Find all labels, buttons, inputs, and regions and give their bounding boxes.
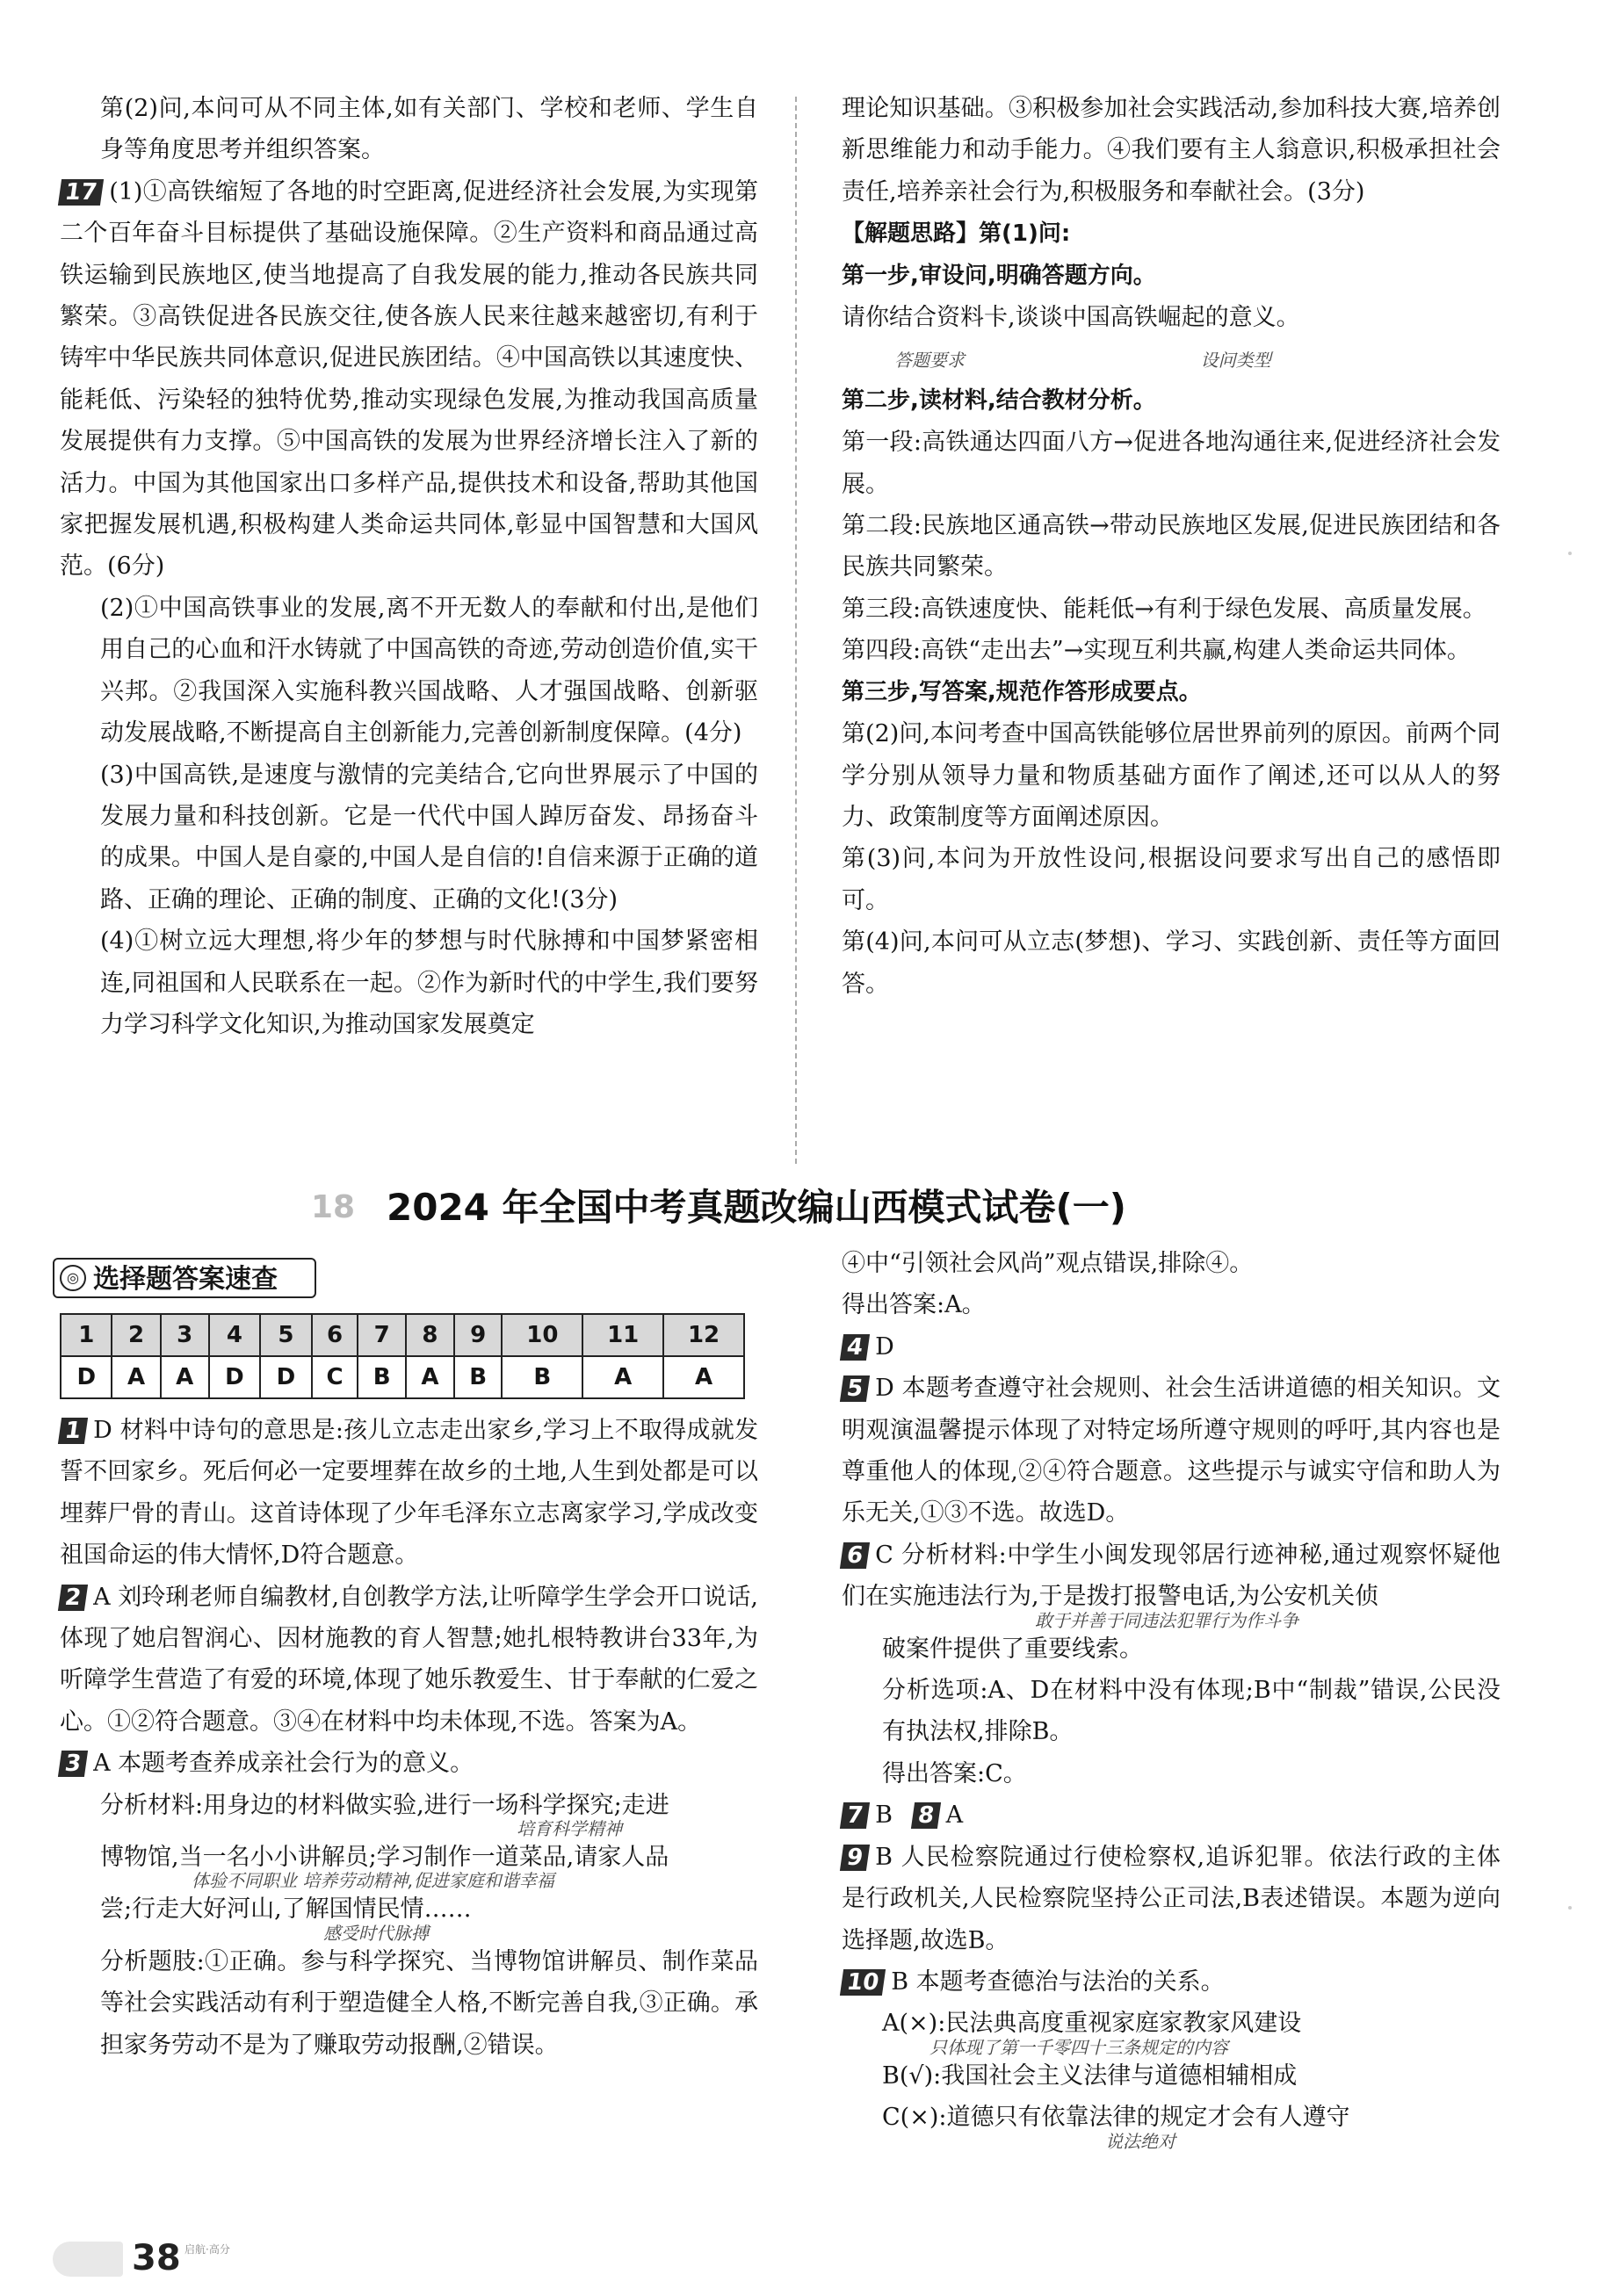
answer-table-cell: 8 xyxy=(406,1314,454,1356)
answer-table-cell: A xyxy=(112,1356,160,1398)
page-number: 38 xyxy=(132,2238,181,2278)
top-left-column xyxy=(60,88,758,1045)
q3-material-b: 博物馆,当一名小小讲解员;学习制作一道菜品,请家人品 xyxy=(100,1844,669,1872)
scan-mark xyxy=(1568,552,1572,555)
answer-table-cell: B xyxy=(358,1356,405,1398)
scan-mark xyxy=(1568,1906,1572,1910)
q10-explanation xyxy=(842,1961,1501,2003)
step-3: 第三步,写答案,规范作答形成要点。 xyxy=(842,678,1202,705)
q5-text: D 本题考查遵守社会规则、社会生活讲道德的相关知识。文明观演温馨提示体现了对特定场所遵守规则的呼吁,其内容也是尊重他人的体现,②④符合题意。这些提示与诚实守信和助人为乐无关,①③不选。故选D。 xyxy=(842,1375,1501,1527)
answer-table-cell: 7 xyxy=(358,1314,405,1356)
q3-material-c: 尝;行走大好河山,了解国情民情…… xyxy=(100,1895,472,1924)
q6-options: 分析选项:A、D在材料中没有体现;B中“制裁”错误,公民没有执法权,排除B。 xyxy=(882,1677,1501,1746)
step-1: 第一步,审设问,明确答题方向。 xyxy=(842,262,1156,289)
solution-approach-label: 【解题思路】第(1)问: xyxy=(842,220,1071,248)
q17-part4-continued: 理论知识基础。③积极参加社会实践活动,参加科技大赛,培养创新思维能力和动手能力。④我们要有主人翁意识,积极承担社会责任,培养亲社会行为,积极服务和奉献社会。(3分) xyxy=(842,95,1501,206)
answer-table-numbers xyxy=(61,1314,744,1356)
exam-title-text: 2024 年全国中考真题改编山西模式试卷(一) xyxy=(387,1186,1126,1229)
question-number-2: 2 xyxy=(58,1585,88,1611)
answer-table-cell: 2 xyxy=(112,1314,160,1356)
segment-1: 第一段:高铁通达四面八方→促进各地沟通往来,促进经济社会发展。 xyxy=(842,429,1501,498)
q6-text-continued: 破案件提供了重要线索。 xyxy=(882,1635,1143,1663)
q5-explanation xyxy=(842,1368,1501,1534)
answer-table-cell: D xyxy=(209,1356,260,1398)
q1-text: D 材料中诗句的意思是:孩儿立志走出家乡,学习上不取得成就发誓不回家乡。死后何必一定要埋葬在故乡的土地,人生到处都是可以埋葬尸骨的青山。这首诗体现了少年毛泽东立志离家学习,学成改变祖国命运的伟大情怀,D符合题意。 xyxy=(60,1417,758,1570)
answer-table-cell: D xyxy=(260,1356,311,1398)
question-number-17: 17 xyxy=(58,179,104,206)
segment-4: 第四段:高铁“走出去”→实现互利共赢,构建人类命运共同体。 xyxy=(842,637,1471,665)
answer-table-answers xyxy=(61,1356,744,1398)
q6-explanation xyxy=(842,1534,1501,1618)
q17-part2-analysis: 第(2)问,本问考查中国高铁能够位居世界前列的原因。前两个同学分别从领导力量和物质基础方面作了阐述,还可以从人的努力、政策制度等方面阐述原因。 xyxy=(842,720,1501,831)
q6-note: 敢于并善于同违法犯罪行为作斗争 xyxy=(1035,1609,1298,1631)
column-divider xyxy=(795,97,797,1164)
q9-text: B 人民检察院通过行使检察权,追诉犯罪。依法行政的主体是行政机关,人民检察院坚持公正司法,B表述错误。本题为逆向选择题,故选B。 xyxy=(842,1843,1501,1954)
answer-table-cell: 3 xyxy=(161,1314,209,1356)
answer-table-cell: 5 xyxy=(260,1314,311,1356)
answer-table-cell: A xyxy=(406,1356,454,1398)
mascot-icon xyxy=(53,2242,123,2277)
q9-explanation xyxy=(842,1837,1501,1961)
q3-text: A 本题考查养成亲社会行为的意义。 xyxy=(93,1750,474,1778)
q17-part4: (4)①树立远大理想,将少年的梦想与时代脉搏和中国梦紧密相连,同祖国和人民联系在一起。②作为新时代的中学生,我们要努力学习科学文化知识,为推动国家发展奠定 xyxy=(100,928,758,1038)
q17-part1 xyxy=(60,171,758,588)
q17-part2: (2)①中国高铁事业的发展,离不开无数人的奉献和付出,是他们用自己的心血和汗水铸就了中国高铁的奇迹,劳动创造价值,实干兴邦。②我国深入实施科教兴国战略、人才强国战略、创新驱动发展战略,不断提高自主创新能力,完善创新制度保障。(4分) xyxy=(100,594,758,747)
top-right-column xyxy=(842,88,1501,1005)
q17-part4-analysis: 第(4)问,本问可从立志(梦想)、学习、实践创新、责任等方面回答。 xyxy=(842,928,1501,998)
q3-explanation xyxy=(60,1743,758,1784)
step-2: 第二步,读材料,结合教材分析。 xyxy=(842,386,1156,414)
solution-approach-head xyxy=(842,213,1501,255)
answer-quick-check-header xyxy=(53,1258,316,1298)
question-number-6: 6 xyxy=(840,1542,870,1569)
q7-q8-answers xyxy=(842,1794,1501,1836)
question-number-8: 8 xyxy=(910,1802,940,1829)
q3-note-3: 感受时代脉搏 xyxy=(323,1922,429,1944)
q1-explanation xyxy=(60,1410,758,1577)
q3-end: ④中“引领社会风尚”观点错误,排除④。 xyxy=(842,1250,1254,1277)
question-number-7: 7 xyxy=(840,1802,870,1829)
exam-number: 18 xyxy=(311,1189,356,1225)
answer-table-cell: 1 xyxy=(61,1314,112,1356)
q17-part3: (3)中国高铁,是速度与激情的完美结合,它向世界展示了中国的发展力量和科技创新。它是一代代中国人踔厉奋发、昂扬奋斗的成果。中国人是自豪的,中国人是自信的!自信来源于正确的道路、正确的理论、正确的制度、正确的文化!(3分) xyxy=(100,761,758,913)
q10-option-a-note: 只体现了第一千零四十三条规定的内容 xyxy=(929,2036,1228,2058)
answer-table-cell: A xyxy=(161,1356,209,1398)
step-1-note-question-type: 设问类型 xyxy=(1200,350,1271,372)
footer-tag: 启航·高分 xyxy=(184,2243,230,2256)
answer-table-cell: A xyxy=(663,1356,744,1398)
q6-text: C 分析材料:中学生小闽发现邻居行迹神秘,通过观察怀疑他们在实施违法行为,于是拨打报警电话,为公安机关侦 xyxy=(842,1541,1501,1611)
q6-answer: 得出答案:C。 xyxy=(882,1759,1027,1787)
question-number-3: 3 xyxy=(58,1751,88,1777)
q17-part1-text: (1)①高铁缩短了各地的时空距离,促进经济社会发展,为实现第二个百年奋斗目标提供了基础设施保障。②生产资料和商品通过高铁运输到民族地区,使当地提高了自我发展的能力,推动各民族共同繁荣。③高铁促进各民族交往,使各族人民来往越来越密切,有利于铸牢中华民族共同体意识,促进民族团结。④中国高铁以其速度快、能耗低、污染轻的独特优势,推动实现绿色发展,为推动我国高质量发展提供有力支撑。⑤中国高铁的发展为世界经济增长注入了新的活力。中国为其他国家出口多样产品,提供技术和设备,帮助其他国家把握发展机遇,积极构建人类命运共同体,彰显中国智慧和大国风范。(6分) xyxy=(60,177,758,581)
q10-text: B 本题考查德治与法治的关系。 xyxy=(891,1967,1225,1996)
bottom-right-column xyxy=(842,1243,1501,2152)
exam-title xyxy=(311,1181,1371,1234)
q10-option-a: A(×):民法典高度重视家庭家教家风建设 xyxy=(882,2010,1302,2038)
q4-explanation xyxy=(842,1326,1501,1368)
answer-table-cell: B xyxy=(454,1356,502,1398)
q7-text: B xyxy=(875,1801,893,1830)
question-number-1: 1 xyxy=(58,1418,88,1444)
q3-material-a: 分析材料:用身边的材料做实验,进行一场科学探究;走进 xyxy=(100,1791,669,1819)
segment-2: 第二段:民族地区通高铁→带动民族地区发展,促进民族团结和各民族共同繁荣。 xyxy=(842,512,1501,581)
q3-options: 分析题肢:①正确。参与科学探究、当博物馆讲解员、制作菜品等社会实践活动有利于塑造健全人格,不断完善自我,③正确。承担家务劳动不是为了赚取劳动报酬,②错误。 xyxy=(100,1947,758,2059)
answer-table-cell: 9 xyxy=(454,1314,502,1356)
q10-option-c: C(×):道德只有依靠法律的规定才会有人遵守 xyxy=(882,2104,1350,2132)
q3-answer: 得出答案:A。 xyxy=(842,1291,986,1319)
answer-table xyxy=(60,1313,745,1399)
q10-option-c-note: 说法绝对 xyxy=(1105,2130,1175,2152)
q3-note-1: 培育科学精神 xyxy=(517,1818,622,1840)
answer-table-cell: 12 xyxy=(663,1314,744,1356)
question-number-5: 5 xyxy=(840,1375,870,1402)
answer-table-cell: 6 xyxy=(312,1314,358,1356)
page-footer xyxy=(53,2238,281,2280)
q4-text: D xyxy=(875,1332,894,1361)
q3-note-2: 体验不同职业 培养劳动精神,促进家庭和谐幸福 xyxy=(192,1870,554,1892)
q17-part3-analysis: 第(3)问,本问为开放性设问,根据设问要求写出自己的感悟即可。 xyxy=(842,845,1501,914)
answer-table-cell: A xyxy=(582,1356,663,1398)
question-number-10: 10 xyxy=(840,1969,886,1996)
bottom-left-column xyxy=(60,1410,758,2066)
answer-table-cell: B xyxy=(502,1356,582,1398)
answer-table-cell: 4 xyxy=(209,1314,260,1356)
q8-text: A xyxy=(945,1801,964,1830)
answer-table-cell: D xyxy=(61,1356,112,1398)
q2-text: A 刘玲琍老师自编教材,自创教学方法,让听障学生学会开口说话,体现了她启智润心、因材施教的育人智慧;她扎根特教讲台33年,为听障学生营造了有爱的环境,体现了她乐教爱生、甘于奉献的仁爱之心。①②符合题意。③④在材料中均未体现,不选。答案为A。 xyxy=(60,1583,758,1736)
answer-table-cell: 10 xyxy=(502,1314,582,1356)
question-number-4: 4 xyxy=(840,1334,870,1361)
question-number-9: 9 xyxy=(840,1845,870,1871)
q10-option-b: B(√):我国社会主义法律与道德相辅相成 xyxy=(882,2061,1298,2090)
q16-part2-note: 第(2)问,本问可从不同主体,如有关部门、学校和老师、学生自身等角度思考并组织答案。 xyxy=(100,95,758,164)
segment-3: 第三段:高铁速度快、能耗低→有利于绿色发展、高质量发展。 xyxy=(842,595,1486,623)
step-1-text: 请你结合资料卡,谈谈中国高铁崛起的意义。 xyxy=(842,304,1300,332)
q2-explanation xyxy=(60,1577,758,1744)
answer-quick-check-title: 选择题答案速查 xyxy=(93,1264,278,1295)
answer-table-cell: C xyxy=(312,1356,358,1398)
step-1-note-requirement: 答题要求 xyxy=(894,350,965,372)
target-icon: ◎ xyxy=(60,1265,86,1291)
answer-table-cell: 11 xyxy=(582,1314,663,1356)
